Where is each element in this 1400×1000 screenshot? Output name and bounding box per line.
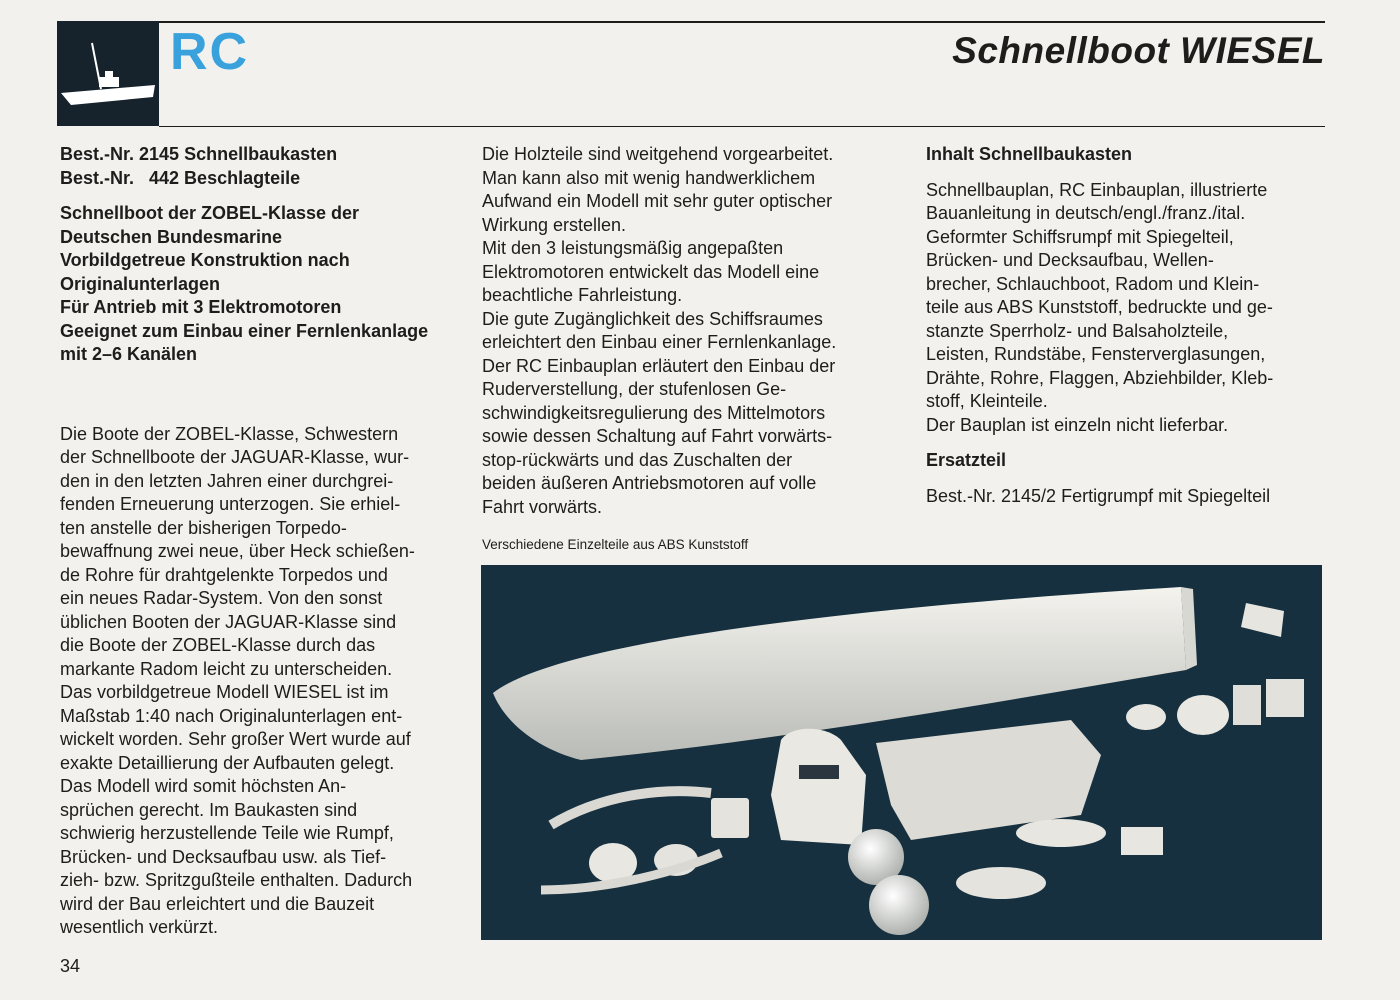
text-line: Der RC Einbauplan erläutert den Einbau der <box>482 355 836 376</box>
text-line: wickelt worden. Sehr großer Wert wurde auf <box>60 729 411 749</box>
text-line: üblichen Booten der JAGUAR-Klasse sind <box>60 611 397 632</box>
feature-line: mit 2–6 Kanälen <box>60 344 198 364</box>
text-line: Das Modell wird somit höchsten An- <box>60 776 347 796</box>
text-line: Man kann also mit wenig handwerklichem <box>482 167 816 188</box>
text-line: Die gute Zugänglichkeit des Schiffsraumes <box>482 308 823 329</box>
feature-line: Deutschen Bundesmarine <box>60 226 283 247</box>
feature-line: Schnellboot der ZOBEL-Klasse der <box>60 203 360 223</box>
feature-list <box>60 202 475 367</box>
text-line: ten anstelle der bisherigen Torpedo- <box>60 517 347 538</box>
feature-line: Originalunterlagen <box>60 273 221 294</box>
order-numbers <box>60 143 475 190</box>
text-line: Brücken- und Decksaufbau usw. als Tief- <box>60 846 387 867</box>
feature-line: Geeignet zum Einbau einer Fernlenkanlage <box>60 320 429 341</box>
text-line: wird der Bau erleichtert und die Bauzeit <box>60 893 375 914</box>
feature-line: Vorbildgetreue Konstruktion nach <box>60 250 350 270</box>
rc-badge: RC <box>170 23 250 81</box>
text-line: stoff, Kleinteile. <box>926 391 1048 411</box>
text-line: teile aus ABS Kunststoff, bedruckte und ge- <box>926 297 1273 317</box>
text-line: Ruderverstellung, der stufenlosen Ge- <box>482 379 787 399</box>
boat-logo <box>57 21 159 126</box>
text-line: markante Radom leicht zu unterscheiden. <box>60 658 393 679</box>
text-line: Wirkung erstellen. <box>482 214 627 235</box>
text-line: stop-rückwärts und das Zuschalten der <box>482 449 793 470</box>
parts-photo-image <box>481 565 1322 940</box>
text-line: schwierig herzustellende Teile wie Rumpf, <box>60 823 394 843</box>
spare-part-line: Best.-Nr. 2145/2 Fertigrumpf mit Spiegelteil <box>926 485 1271 506</box>
text-line: Aufwand ein Modell mit sehr guter optischer <box>482 191 833 211</box>
text-line: Leisten, Rundstäbe, Fensterverglasungen, <box>926 344 1266 364</box>
text-line: Das vorbildgetreue Modell WIESEL ist im <box>60 682 389 702</box>
text-line: Die Holzteile sind weitgehend vorgearbeitet. <box>482 144 834 164</box>
text-line: Mit den 3 leistungsmäßig angepaßten <box>482 238 784 258</box>
text-line: Schnellbauplan, RC Einbauplan, illustrierte <box>926 179 1268 200</box>
text-line: Elektromotoren entwickelt das Modell eine <box>482 261 820 282</box>
text-line: sowie dessen Schaltung auf Fahrt vorwärts- <box>482 426 833 446</box>
description-text <box>60 423 475 940</box>
right-column <box>926 143 1331 508</box>
text-line: de Rohre für drahtgelenkte Torpedos und <box>60 564 388 585</box>
boat-logo-icon <box>57 21 159 126</box>
text-line: Drähte, Rohre, Flaggen, Abziehbilder, Kleb- <box>926 367 1274 388</box>
text-line: wesentlich verkürzt. <box>60 917 219 937</box>
left-column <box>60 143 475 940</box>
order-line: Best.-Nr. 442 Beschlagteile <box>60 167 301 188</box>
text-line: der Schnellboote der JAGUAR-Klasse, wur- <box>60 447 410 467</box>
page-title: Schnellboot WIESEL <box>952 30 1325 71</box>
parts-photo <box>481 565 1322 940</box>
text-line: Fahrt vorwärts. <box>482 496 603 517</box>
text-line: die Boote der ZOBEL-Klasse durch das <box>60 635 376 655</box>
text-line: exakte Detaillierung der Aufbauten gelegt. <box>60 752 395 773</box>
text-line: Die Boote der ZOBEL-Klasse, Schwestern <box>60 423 399 444</box>
text-line: zieh- bzw. Spritzgußteile enthalten. Dadurch <box>60 870 413 890</box>
contents-list <box>926 179 1331 438</box>
text-line: schwindigkeitsregulierung des Mittelmotors <box>482 402 826 423</box>
text-line: Bauanleitung in deutsch/engl./franz./ital. <box>926 203 1246 223</box>
text-line: beiden äußeren Antriebsmotoren auf volle <box>482 473 817 493</box>
order-line: Best.-Nr. 2145 Schnellbaukasten <box>60 144 338 164</box>
text-line: erleichtert den Einbau einer Fernlenkanlage. <box>482 332 837 352</box>
text-line: sprüchen gerecht. Im Baukasten sind <box>60 799 358 820</box>
text-line: beachtliche Fahrleistung. <box>482 285 683 305</box>
text-line: Geformter Schiffsrumpf mit Spiegelteil, <box>926 226 1234 247</box>
text-line: fenden Erneuerung unterzogen. Sie erhiel- <box>60 494 401 514</box>
text-line: bewaffnung zwei neue, über Heck schießen- <box>60 541 415 561</box>
page-number: 34 <box>60 956 81 976</box>
middle-column <box>482 143 902 519</box>
text-line: Brücken- und Decksaufbau, Wellen- <box>926 250 1214 270</box>
text-line: ein neues Radar-System. Von den sonst <box>60 588 383 608</box>
text-line: brecher, Schlauchboot, Radom und Klein- <box>926 273 1260 294</box>
feature-line: Für Antrieb mit 3 Elektromotoren <box>60 297 342 317</box>
header-rule <box>159 126 1325 127</box>
photo-caption: Verschiedene Einzelteile aus ABS Kunststoff <box>482 537 749 552</box>
spare-part-heading: Ersatzteil <box>926 450 1007 470</box>
text-line: den in den letzten Jahren einer durchgrei- <box>60 470 394 491</box>
text-line: stanzte Sperrholz- und Balsaholzteile, <box>926 320 1229 341</box>
contents-heading: Inhalt Schnellbaukasten <box>926 144 1133 164</box>
text-line: Maßstab 1:40 nach Originalunterlagen ent- <box>60 705 403 726</box>
text-line: Der Bauplan ist einzeln nicht lieferbar. <box>926 414 1229 435</box>
